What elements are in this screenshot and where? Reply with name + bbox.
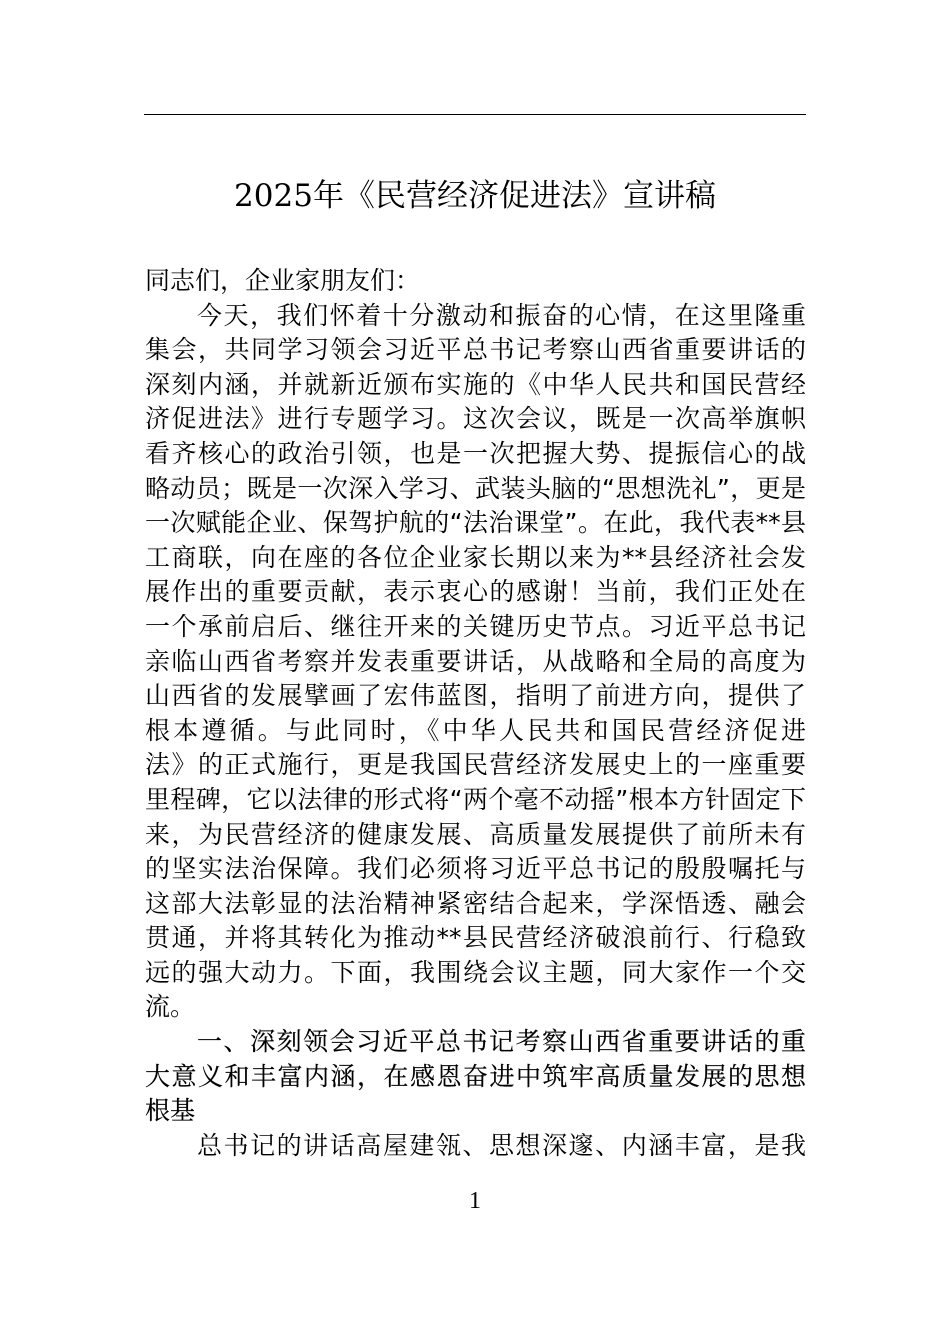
text-line: 贯通，并将其转化为推动**县民营经济破浪前行、行稳致 [145,923,806,953]
text-line: 根本遵循。与此同时，《中华人民共和国民营经济促进 [145,715,806,745]
paragraph [145,299,806,1025]
document-body [145,264,806,1163]
text-line: 略动员；既是一次深入学习、武装头脑的“思想洗礼”，更是 [145,473,806,503]
text-line: 里程碑，它以法律的形式将“两个毫不动摇”根本方针固定下 [145,784,806,814]
text-line: 看齐核心的政治引领，也是一次把握大势、提振信心的战 [145,438,806,468]
text-line: 今天，我们怀着十分激动和振奋的心情，在这里隆重 [197,300,806,330]
text-line: 大意义和丰富内涵，在感恩奋进中筑牢高质量发展的思想 [145,1061,806,1091]
text-line: 深刻内涵，并就新近颁布实施的《中华人民共和国民营经 [145,369,806,399]
text-line: 集会，共同学习领会习近平总书记考察山西省重要讲话的 [145,335,806,365]
text-line: 法》的正式施行，更是我国民营经济发展史上的一座重要 [145,750,806,780]
text-line: 这部大法彰显的法治精神紧密结合起来，学深悟透、融会 [145,888,806,918]
text-line: 同志们，企业家朋友们： [145,266,421,295]
text-line: 根基 [145,1096,196,1126]
header-rule [144,114,806,115]
text-line: 一次赋能企业、保驾护航的“法治课堂”。在此，我代表**县 [145,508,806,538]
text-line: 来，为民营经济的健康发展、高质量发展提供了前所未有 [145,819,806,849]
text-line: 流。 [145,992,196,1022]
paragraph [145,1129,806,1164]
greeting [145,264,806,299]
text-line: 一、深刻领会习近平总书记考察山西省重要讲话的重 [197,1027,806,1057]
text-line: 工商联，向在座的各位企业家长期以来为**县经济社会发 [145,542,806,572]
text-line: 一个承前启后、继往开来的关键历史节点。习近平总书记 [145,611,806,641]
text-line: 展作出的重要贡献，表示衷心的感谢！当前，我们正处在 [145,577,806,607]
document-title: 2025年《民营经济促进法》宣讲稿 [234,178,716,214]
text-line: 远的强大动力。下面，我围绕会议主题，同大家作一个交 [145,957,806,987]
section-heading [145,1025,806,1129]
page-number: 1 [469,1188,481,1214]
text-line: 济促进法》进行专题学习。这次会议，既是一次高举旗帜 [145,404,806,434]
text-line: 的坚实法治保障。我们必须将习近平总书记的殷殷嘱托与 [145,854,806,884]
text-line: 山西省的发展擘画了宏伟蓝图，指明了前进方向，提供了 [145,681,806,711]
text-line: 总书记的讲话高屋建瓴、思想深邃、内涵丰富，是我 [197,1130,806,1160]
text-line: 亲临山西省考察并发表重要讲话，从战略和全局的高度为 [145,646,806,676]
